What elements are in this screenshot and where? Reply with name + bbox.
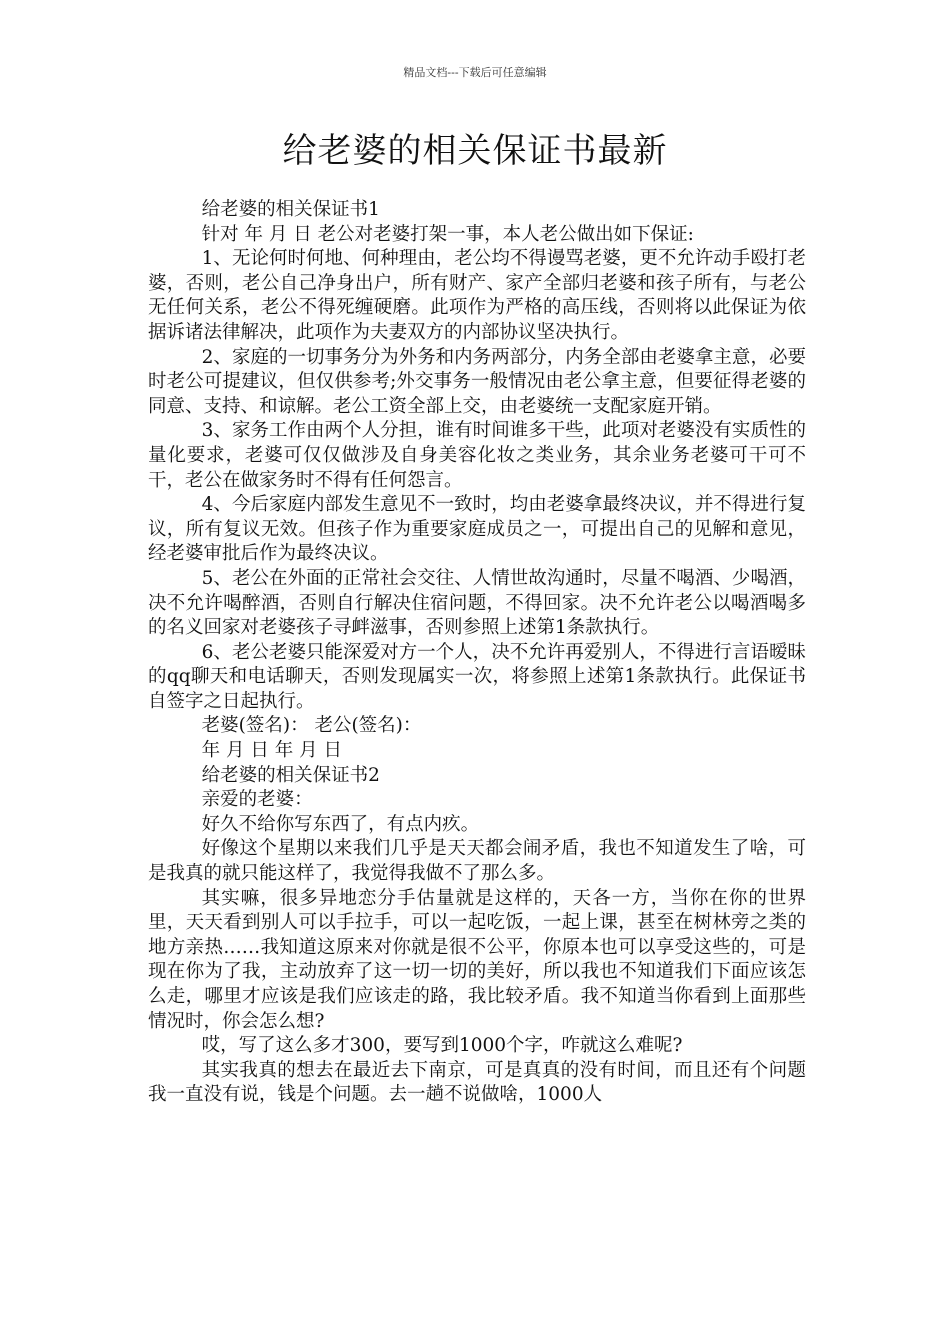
letter-paragraph: 好久不给你写东西了，有点内疚。 [201, 813, 480, 835]
section-heading-2: 给老婆的相关保证书2 [201, 764, 380, 786]
intro-line: 针对 年 月 日 老公对老婆打架一事，本人老公做出如下保证: [201, 223, 694, 245]
salutation: 亲爱的老婆： [201, 789, 313, 811]
date-line: 年 月 日 年 月 日 [201, 740, 343, 762]
letter-paragraph: 其实嘛，很多异地恋分手估量就是这样的，天各一方，当你在你的世界里，天天看到别人可以手拉手，可以一起吃饭，一起上课，甚至在树林旁之类的地方亲热……我知道这原来对你就是很不公平，你原本也可以享受这些的，可是现在你为了我，主动放弃了这一切一切的美好，所以我也不知道我们下面应该怎么走，哪里才应该是我们应该走的路，我比较矛盾。我不知道当你看到上面那些情况时，你会怎么想? [148, 887, 806, 1032]
letter-paragraph: 其实我真的想去在最近去下南京，可是真真的没有时间，而且还有个问题我一直没有说，钱是个问题。去一趟不说做啥，1000人 [148, 1059, 806, 1106]
clause-1: 1、无论何时何地、何种理由，老公均不得谩骂老婆，更不允许动手殴打老婆，否则，老公自己净身出户，所有财产、家产全部归老婆和孩子所有，与老公无任何关系，老公不得死缠硬磨。此项作为严格的高压线，否则将以此保证为依据诉诸法律解决，此项作为夫妻双方的内部协议坚决执行。 [148, 248, 806, 343]
clause-3: 3、家务工作由两个人分担，谁有时间谁多干些，此项对老婆没有实质性的量化要求，老婆可仅仅做涉及自身美容化妆之类业务，其余业务老婆可干可不干，老公在做家务时不得有任何怨言。 [148, 420, 806, 491]
clause-6: 6、老公老婆只能深爱对方一个人，决不允许再爱别人，不得进行言语暧昧的qq聊天和电话聊天，否则发现属实一次，将参照上述第1条款执行。此保证书自签字之日起执行。 [148, 641, 806, 712]
letter-paragraph: 哎，写了这么多才300，要写到1000个字，咋就这么难呢? [201, 1035, 683, 1057]
document-title: 给老婆的相关保证书最新 [282, 131, 668, 171]
clause-2: 2、家庭的一切事务分为外务和内务两部分，内务全部由老婆拿主意，必要时老公可提建议，但仅供参考;外交事务一般情况由老公拿主意，但要征得老婆的同意、支持、和谅解。老公工资全部上交，由老婆统一支配家庭开销。 [148, 346, 806, 417]
page-header: 精品文档---下载后可任意编辑 [403, 66, 547, 79]
clause-5: 5、老公在外面的正常社会交往、人情世故沟通时，尽量不喝酒、少喝酒，决不允许喝醉酒，否则自行解决住宿问题，不得回家。决不允许老公以喝酒喝多的名义回家对老婆孩子寻衅滋事，否则参照上述第1条款执行。 [148, 567, 806, 639]
clause-4: 4、今后家庭内部发生意见不一致时，均由老婆拿最终决议，并不得进行复议，所有复议无效。但孩子作为重要家庭成员之一，可提出自己的见解和意见，经老婆审批后作为最终决议。 [148, 494, 806, 565]
letter-paragraph: 好像这个星期以来我们几乎是天天都会闹矛盾，我也不知道发生了啥，可是我真的就只能这样了，我觉得我做不了那么多。 [148, 838, 806, 885]
document-body [148, 198, 806, 1108]
section-heading-1: 给老婆的相关保证书1 [201, 199, 380, 220]
signature-line: 老婆(签名)： 老公(签名)： [201, 715, 422, 737]
